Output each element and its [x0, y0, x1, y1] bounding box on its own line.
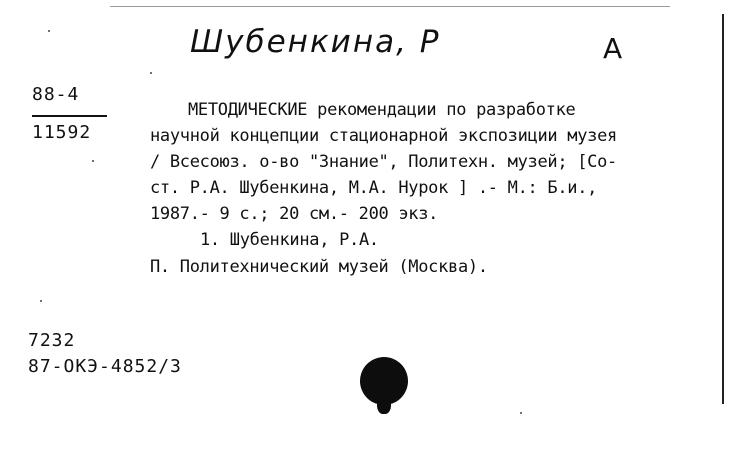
speck	[150, 72, 152, 74]
card-code: 7232	[28, 330, 76, 351]
entry-line: МЕТОДИЧЕСКИЕ рекомендации по разработке	[188, 100, 576, 120]
subject-tracing: 1. Шубенкина, Р.А.	[200, 230, 379, 250]
punch-hole-notch	[377, 392, 391, 414]
speck	[92, 160, 94, 162]
entry-line: научной концепции стационарной экспозиции музея	[150, 126, 617, 146]
entry-line: ст. Р.А. Шубенкина, М.А. Нурок ] .- М.: Б.и.,	[150, 178, 598, 198]
shelf-mark-bottom: 11592	[32, 122, 92, 143]
speck	[520, 412, 522, 414]
shelf-mark-divider	[32, 115, 107, 117]
speck	[48, 30, 50, 32]
entry-line: 1987.- 9 с.; 20 см.- 200 экз.	[150, 204, 439, 224]
card-right-edge	[722, 14, 724, 404]
card-top-edge	[110, 6, 670, 7]
entry-line: / Всесоюз. о-во "Знание", Политехн. музей; [Со-	[150, 152, 617, 172]
speck	[40, 300, 42, 302]
handwritten-author: Шубенкина, Р	[190, 24, 441, 60]
shelf-mark-top: 88-4	[32, 84, 80, 105]
subject-tracing: П. Политехнический музей (Москва).	[150, 257, 488, 277]
handwritten-letter: А	[603, 32, 623, 65]
card-code: 87-ОКЭ-4852/3	[28, 356, 182, 377]
